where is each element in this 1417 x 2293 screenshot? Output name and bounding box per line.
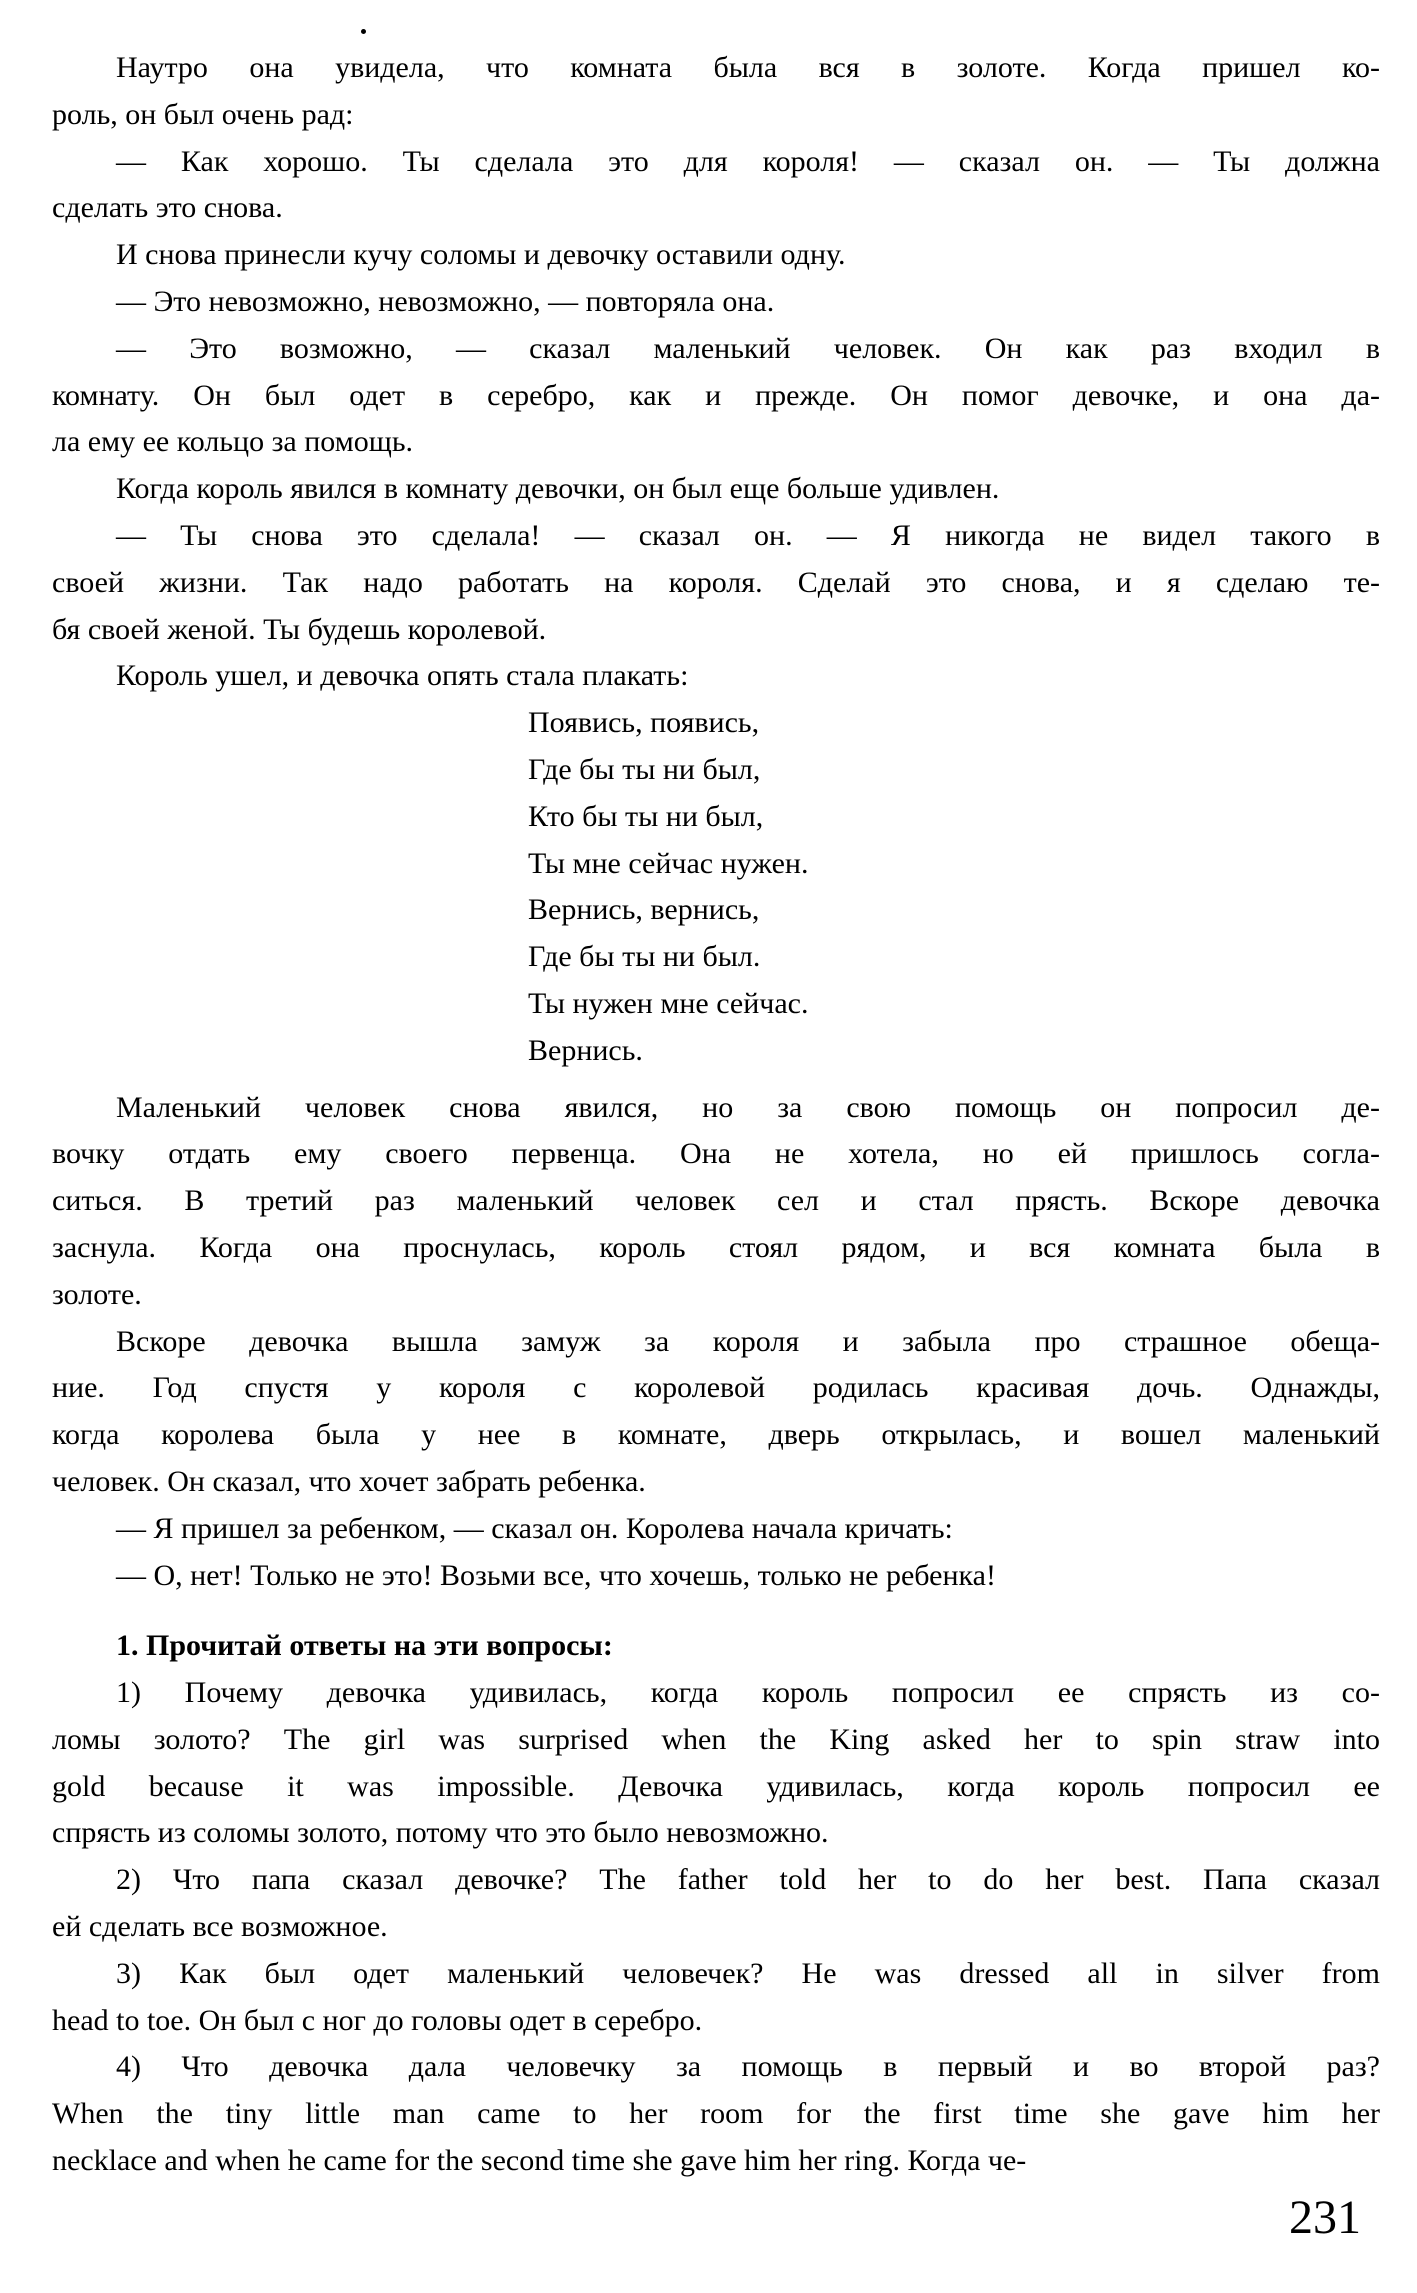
text-line: — Это возможно, — сказал маленький человек. Он как раз входил в xyxy=(116,331,1380,365)
text-line: Маленький человек снова явился, но за свою помощь он попросил де- xyxy=(116,1090,1380,1124)
text-line: Наутро она увидела, что комната была вся в золоте. Когда пришел ко- xyxy=(116,51,1380,84)
poem-line: Вернись, вернись, xyxy=(528,893,760,927)
poem xyxy=(528,700,1380,1074)
exercise-heading xyxy=(52,1623,1380,1670)
text-line: человек. Он сказал, что хочет забрать ребенка. xyxy=(52,1464,646,1498)
poem-line: Кто бы ты ни был, xyxy=(528,799,764,833)
paragraph xyxy=(52,1506,1380,1553)
text-line: Когда король явился в комнату девочки, он был еще больше удивлен. xyxy=(116,472,1000,506)
text-line: ла ему ее кольцо за помощь. xyxy=(52,425,413,459)
text-line: 2) Что папа сказал девочке? The father told her to do her best. Папа сказал xyxy=(116,1863,1380,1897)
paragraph xyxy=(52,653,1380,700)
poem-line: Где бы ты ни был, xyxy=(528,752,761,786)
poem-line: Ты мне сейчас нужен. xyxy=(528,846,809,880)
text-line: бя своей женой. Ты будешь королевой. xyxy=(52,612,547,646)
text-line: комнату. Он был одет в серебро, как и прежде. Он помог девочке, и она да- xyxy=(52,378,1380,412)
text-line: 4) Что девочка дала человечку за помощь в первый и во второй раз? xyxy=(116,2050,1380,2084)
text-line: necklace and when he came for the second time she gave him her ring. Когда че- xyxy=(52,2144,1027,2178)
paragraph xyxy=(52,1085,1380,1319)
text-line: gold because it was impossible. Девочка удивилась, когда король попросил ее xyxy=(52,1769,1380,1803)
paragraph xyxy=(52,1951,1380,2045)
poem-line: Ты нужен мне сейчас. xyxy=(528,986,809,1020)
paragraph xyxy=(52,1857,1380,1951)
text-line: Вскоре девочка вышла замуж за короля и забыла про страшное обеща- xyxy=(116,1324,1380,1358)
text-line: И снова принесли кучу соломы и девочку оставили одну. xyxy=(116,238,846,272)
text-line: — Это невозможно, невозможно, — повторяла она. xyxy=(116,284,775,318)
paragraph xyxy=(52,1670,1380,1857)
text-line: ние. Год спустя у короля с королевой родилась красивая дочь. Однажды, xyxy=(52,1371,1380,1405)
paragraph xyxy=(52,279,1380,326)
paragraph xyxy=(52,326,1380,466)
text-line: ей сделать все возможное. xyxy=(52,1910,388,1944)
text-line: When the tiny little man came to her room for the first time she gave him her xyxy=(52,2097,1380,2131)
text-line: спрясть из соломы золото, потому что это было невозможно. xyxy=(52,1816,829,1850)
paragraph xyxy=(52,139,1380,233)
text-line: — Как хорошо. Ты сделала это для короля! — сказал он. — Ты должна xyxy=(116,144,1380,178)
poem-line: Вернись. xyxy=(528,1033,643,1067)
text-line: — Ты снова это сделала! — сказал он. — Я никогда не видел такого в xyxy=(116,518,1380,552)
text-line: head to toe. Он был с ног до головы одет в серебро. xyxy=(52,2003,703,2037)
paragraph xyxy=(52,2044,1380,2184)
text-line: 1. Прочитай ответы на эти вопросы: xyxy=(116,1629,613,1663)
text-line: Король ушел, и девочка опять стала плакать: xyxy=(116,659,689,693)
text-line: когда королева была у нее в комнате, дверь открылась, и вошел маленький xyxy=(52,1418,1380,1452)
text-line: сделать это снова. xyxy=(52,191,283,225)
text-line: золоте. xyxy=(52,1277,142,1311)
paragraph xyxy=(52,1319,1380,1506)
paragraph xyxy=(52,232,1380,279)
text-line: 1) Почему девочка удивилась, когда король попросил ее спрясть из со- xyxy=(116,1676,1380,1710)
text-column xyxy=(52,45,1380,2185)
paragraph xyxy=(52,466,1380,513)
text-line: заснула. Когда она проснулась, король стоял рядом, и вся комната была в xyxy=(52,1230,1380,1264)
text-line: роль, он был очень рад: xyxy=(52,97,354,131)
scan-speck xyxy=(361,29,366,34)
text-line: 3) Как был одет маленький человечек? He was dressed all in silver from xyxy=(116,1956,1380,1990)
text-line: вочку отдать ему своего первенца. Она не хотела, но ей пришлось согла- xyxy=(52,1137,1380,1171)
text-line: — Я пришел за ребенком, — сказал он. Королева начала кричать: xyxy=(116,1511,953,1545)
text-line: ситься. В третий раз маленький человек сел и стал прясть. Вскоре девочка xyxy=(52,1184,1380,1218)
text-line: — О, нет! Только не это! Возьми все, что хочешь, только не ребенка! xyxy=(116,1558,996,1592)
text-line: своей жизни. Так надо работать на короля. Сделай это снова, и я сделаю те- xyxy=(52,565,1380,599)
paragraph xyxy=(52,1553,1380,1600)
text-line: ломы золото? The girl was surprised when the King asked her to spin straw into xyxy=(52,1722,1380,1756)
poem-line: Где бы ты ни был. xyxy=(528,940,761,974)
poem-line: Появись, появись, xyxy=(528,706,760,740)
paragraph xyxy=(52,513,1380,653)
paragraph xyxy=(52,45,1380,139)
page-number: 231 xyxy=(1289,2191,1361,2244)
